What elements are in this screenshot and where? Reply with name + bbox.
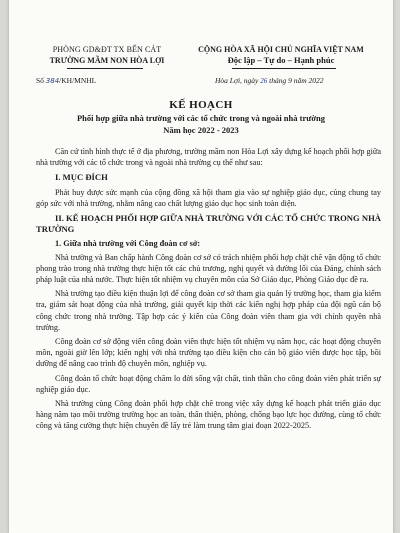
document-subtitle: Phối hợp giữa nhà trường với các tổ chức trong và ngoài nhà trường [76,113,326,123]
subsection-1-heading: 1. Giữa nhà trường với Công đoàn cơ sở: [55,239,201,249]
school-year: Năm học 2022 - 2023 [163,125,239,135]
body-paragraph: Nhà trường và Ban chấp hành Công đoàn cơ sở có trách nhiệm phối hợp chặt chẽ vận động tổ chức phong trào trong nhà trường thực hiện tốt các chủ trương, nghị quyết và đường lối của Đảng, chính sách pháp luật của nhà nước. Thực hiện tốt nhiệm vụ chuyên môn của Sở Giáo dục, Phòng Giáo dục đề ra. [36,252,381,285]
document-date [215,76,324,85]
national-motto: Độc lập – Tự do – Hạnh phúc [227,55,335,65]
date-day-handwritten: 26 [260,77,268,85]
issuer-underline [67,68,143,69]
body-paragraph: Nhà trường tạo điều kiện thuận lợi để công đoàn cơ sở tham gia quản lý trường học, tham gia kiểm tra, giám sát hoạt động của nhà trường, giải quyết kịp thời các kiến nghị hợp pháp của đội ngũ cán bộ công chức trong nhà trường. Tập hợp các ý kiến của Công đoàn viên tham gia với chính quyền nhà trường. [36,289,381,332]
issuer-block [32,44,182,66]
department-name: PHÒNG GD&ĐT TX BẾN CÁT [52,45,162,54]
document-body [36,146,381,435]
date-suffix: tháng 9 năm 2022 [269,76,324,85]
doc-number-suffix: /KH/MNHL [59,76,97,85]
motto-underline [232,68,336,69]
document-title: KẾ HOẠCH [169,99,233,111]
document-page [9,0,393,533]
section-2-heading: II. KẾ HOẠCH PHỐI HỢP GIỮA NHÀ TRƯỜNG VỚI CÁC TỔ CHỨC TRONG NHÀ TRƯỜNG [36,213,381,235]
body-paragraph: Công đoàn tổ chức hoạt động chăm lo đời sống vật chất, tinh thần cho công đoàn viên phát triển sự nghiệp giáo dục. [36,373,381,394]
national-heading [181,44,381,66]
date-prefix: Hòa Lợi, ngày [215,76,259,85]
intro-paragraph: Căn cứ tình hình thực tế ở địa phương, trường mầm non Hòa Lợi xây dựng kế hoạch phối hợp giữa nhà trường với các tổ chức trong và ngoài nhà trường cụ thể như sau: [36,147,381,168]
doc-number-handwritten: 384 [45,77,60,85]
doc-number-prefix: Số [36,76,44,85]
section-1-text: Phát huy được sức mạnh của cộng đồng xã hội tham gia vào sự nghiệp giáo dục, củng chung tay góp sức với nhà trường, nhằm nâng cao chất lượng giáo dục học sinh toàn diện. [36,187,381,208]
nation-name: CỘNG HÒA XÃ HỘI CHỦ NGHĨA VIỆT NAM [198,45,364,54]
school-name: TRƯỜNG MẦM NON HÒA LỢI [49,56,165,65]
section-1-heading: I. MỤC ĐÍCH [55,172,108,183]
body-paragraph: Công đoàn cơ sở động viên công đoàn viên thực hiện tốt nhiệm vụ năm học, các hoạt động chuyên môn, ngoài giờ lên lớp; kiến nghị với nhà trường tạo điều kiện cho cán bộ giáo viên được học tập, bồi dưỡng để nâng cao trình độ chuyên môn, nghiệp vụ. [36,337,381,369]
body-paragraph: Nhà trường cùng Công đoàn phối hợp chặt chẽ trong việc xây dựng kế hoạch phát triển giáo dục hàng năm tạo môi trường trường học an toàn, thân thiện, phòng, chống bạo lực học đường, cùng tổ chức công và tăng cường thực hiện chuyên đề lấy trẻ làm trung tâm giai đoạn 2022-2025. [36,399,381,431]
document-number [36,76,96,85]
